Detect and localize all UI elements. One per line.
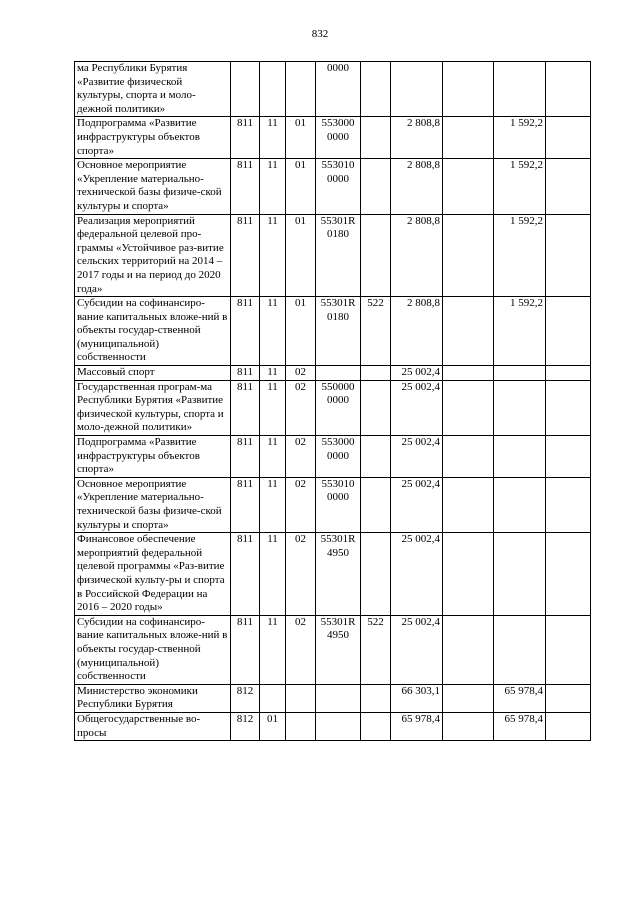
table-row bbox=[75, 712, 591, 740]
cell-amount-2 bbox=[443, 159, 494, 214]
cell-expense-type-code bbox=[361, 712, 391, 740]
cell-name: Финансовое обеспечение мероприятий федеральной целевой программы «Раз-витие физической культу-ры и спорта в Российской Федерации на 2016 – 2020 годы» bbox=[75, 533, 231, 616]
cell-subsection-code bbox=[286, 684, 316, 712]
cell-name: Субсидии на софинансиро-вание капитальных вложе-ний в объекты государ-ственной (муниципальной) собственности bbox=[75, 615, 231, 684]
cell-expense-type-code bbox=[361, 159, 391, 214]
cell-name: Субсидии на софинансиро-вание капитальных вложе-ний в объекты государ-ственной (муниципальной) собственности bbox=[75, 297, 231, 366]
cell-amount-1: 66 303,1 bbox=[391, 684, 443, 712]
cell-name: Подпрограмма «Развитие инфраструктуры объектов спорта» bbox=[75, 436, 231, 478]
cell-subsection-code: 02 bbox=[286, 477, 316, 532]
cell-amount-2 bbox=[443, 684, 494, 712]
cell-grbs-code: 811 bbox=[231, 477, 260, 532]
cell-expense-type-code bbox=[361, 380, 391, 435]
cell-subsection-code: 02 bbox=[286, 615, 316, 684]
budget-table bbox=[74, 61, 591, 741]
cell-amount-4 bbox=[546, 214, 591, 297]
table-body bbox=[75, 62, 591, 741]
cell-section-code: 11 bbox=[260, 533, 286, 616]
cell-amount-2 bbox=[443, 712, 494, 740]
cell-grbs-code: 811 bbox=[231, 366, 260, 381]
cell-amount-2 bbox=[443, 62, 494, 117]
cell-expense-type-code: 522 bbox=[361, 297, 391, 366]
cell-amount-1: 25 002,4 bbox=[391, 615, 443, 684]
cell-amount-2 bbox=[443, 366, 494, 381]
cell-amount-2 bbox=[443, 533, 494, 616]
table-row bbox=[75, 615, 591, 684]
cell-amount-4 bbox=[546, 62, 591, 117]
cell-section-code: 11 bbox=[260, 297, 286, 366]
cell-section-code: 11 bbox=[260, 366, 286, 381]
cell-amount-3: 1 592,2 bbox=[494, 159, 546, 214]
cell-amount-4 bbox=[546, 477, 591, 532]
table-row bbox=[75, 297, 591, 366]
cell-section-code: 11 bbox=[260, 117, 286, 159]
cell-name: Реализация мероприятий федеральной целевой про-граммы «Устойчивое раз-витие сельских территорий на 2014 – 2017 годы и на период до 2020 года» bbox=[75, 214, 231, 297]
table-row bbox=[75, 684, 591, 712]
cell-subsection-code: 01 bbox=[286, 214, 316, 297]
cell-name: Министерство экономики Республики Бурятия bbox=[75, 684, 231, 712]
cell-amount-3 bbox=[494, 615, 546, 684]
cell-grbs-code: 811 bbox=[231, 214, 260, 297]
cell-amount-2 bbox=[443, 214, 494, 297]
cell-amount-3: 1 592,2 bbox=[494, 117, 546, 159]
cell-amount-3: 65 978,4 bbox=[494, 712, 546, 740]
table-row bbox=[75, 159, 591, 214]
cell-amount-4 bbox=[546, 712, 591, 740]
cell-target-article-code bbox=[316, 366, 361, 381]
cell-amount-4 bbox=[546, 684, 591, 712]
cell-amount-1: 2 808,8 bbox=[391, 214, 443, 297]
cell-target-article-code: 553000 0000 bbox=[316, 117, 361, 159]
table-row bbox=[75, 117, 591, 159]
cell-amount-3 bbox=[494, 62, 546, 117]
cell-expense-type-code bbox=[361, 684, 391, 712]
page-number: 832 bbox=[311, 28, 329, 40]
cell-target-article-code: 55301R 0180 bbox=[316, 214, 361, 297]
cell-amount-2 bbox=[443, 297, 494, 366]
cell-grbs-code: 812 bbox=[231, 712, 260, 740]
cell-amount-3 bbox=[494, 436, 546, 478]
cell-amount-2 bbox=[443, 477, 494, 532]
cell-grbs-code: 811 bbox=[231, 117, 260, 159]
cell-grbs-code: 811 bbox=[231, 159, 260, 214]
cell-subsection-code: 01 bbox=[286, 159, 316, 214]
cell-target-article-code bbox=[316, 712, 361, 740]
cell-amount-2 bbox=[443, 117, 494, 159]
table-row bbox=[75, 366, 591, 381]
table-row bbox=[75, 62, 591, 117]
cell-subsection-code: 02 bbox=[286, 533, 316, 616]
cell-amount-3: 65 978,4 bbox=[494, 684, 546, 712]
cell-amount-1: 2 808,8 bbox=[391, 117, 443, 159]
cell-name: Массовый спорт bbox=[75, 366, 231, 381]
cell-amount-4 bbox=[546, 615, 591, 684]
cell-expense-type-code bbox=[361, 533, 391, 616]
cell-target-article-code bbox=[316, 684, 361, 712]
cell-amount-2 bbox=[443, 380, 494, 435]
cell-target-article-code: 55301R 4950 bbox=[316, 533, 361, 616]
cell-expense-type-code bbox=[361, 62, 391, 117]
cell-section-code: 11 bbox=[260, 159, 286, 214]
cell-amount-1: 25 002,4 bbox=[391, 533, 443, 616]
cell-amount-3: 1 592,2 bbox=[494, 297, 546, 366]
cell-target-article-code: 550000 0000 bbox=[316, 380, 361, 435]
cell-amount-1: 25 002,4 bbox=[391, 380, 443, 435]
cell-subsection-code: 02 bbox=[286, 436, 316, 478]
cell-expense-type-code bbox=[361, 436, 391, 478]
cell-target-article-code: 55301R 0180 bbox=[316, 297, 361, 366]
cell-target-article-code: 553010 0000 bbox=[316, 477, 361, 532]
cell-amount-3: 1 592,2 bbox=[494, 214, 546, 297]
cell-amount-3 bbox=[494, 366, 546, 381]
cell-amount-4 bbox=[546, 366, 591, 381]
cell-name: Общегосударственные во-просы bbox=[75, 712, 231, 740]
cell-subsection-code bbox=[286, 62, 316, 117]
cell-section-code: 11 bbox=[260, 615, 286, 684]
cell-amount-4 bbox=[546, 533, 591, 616]
table-row bbox=[75, 533, 591, 616]
cell-amount-4 bbox=[546, 297, 591, 366]
cell-grbs-code: 811 bbox=[231, 380, 260, 435]
cell-subsection-code: 01 bbox=[286, 117, 316, 159]
cell-subsection-code: 02 bbox=[286, 366, 316, 381]
cell-grbs-code: 811 bbox=[231, 615, 260, 684]
cell-section-code: 11 bbox=[260, 436, 286, 478]
cell-grbs-code: 811 bbox=[231, 436, 260, 478]
cell-section-code: 11 bbox=[260, 380, 286, 435]
cell-grbs-code: 811 bbox=[231, 533, 260, 616]
cell-expense-type-code bbox=[361, 117, 391, 159]
cell-amount-4 bbox=[546, 380, 591, 435]
cell-name: Подпрограмма «Развитие инфраструктуры объектов спорта» bbox=[75, 117, 231, 159]
table-row bbox=[75, 477, 591, 532]
cell-expense-type-code bbox=[361, 477, 391, 532]
cell-amount-4 bbox=[546, 117, 591, 159]
cell-amount-3 bbox=[494, 477, 546, 532]
cell-target-article-code: 553010 0000 bbox=[316, 159, 361, 214]
cell-grbs-code bbox=[231, 62, 260, 117]
cell-amount-4 bbox=[546, 159, 591, 214]
cell-amount-3 bbox=[494, 533, 546, 616]
cell-section-code: 01 bbox=[260, 712, 286, 740]
cell-name: Основное мероприятие «Укрепление материально-технической базы физиче-ской культуры и спорта» bbox=[75, 159, 231, 214]
cell-grbs-code: 811 bbox=[231, 297, 260, 366]
cell-amount-1 bbox=[391, 62, 443, 117]
cell-target-article-code: 0000 bbox=[316, 62, 361, 117]
cell-expense-type-code bbox=[361, 214, 391, 297]
cell-amount-2 bbox=[443, 436, 494, 478]
cell-section-code: 11 bbox=[260, 214, 286, 297]
cell-amount-1: 25 002,4 bbox=[391, 366, 443, 381]
cell-expense-type-code: 522 bbox=[361, 615, 391, 684]
cell-amount-2 bbox=[443, 615, 494, 684]
cell-amount-1: 65 978,4 bbox=[391, 712, 443, 740]
cell-name: Государственная програм-ма Республики Бурятия «Развитие физической культуры, спорта и моло-дежной политики» bbox=[75, 380, 231, 435]
cell-amount-1: 2 808,8 bbox=[391, 159, 443, 214]
cell-amount-1: 2 808,8 bbox=[391, 297, 443, 366]
cell-amount-3 bbox=[494, 380, 546, 435]
cell-target-article-code: 553000 0000 bbox=[316, 436, 361, 478]
cell-grbs-code: 812 bbox=[231, 684, 260, 712]
cell-subsection-code: 01 bbox=[286, 297, 316, 366]
cell-amount-4 bbox=[546, 436, 591, 478]
cell-subsection-code bbox=[286, 712, 316, 740]
cell-target-article-code: 55301R 4950 bbox=[316, 615, 361, 684]
cell-section-code bbox=[260, 684, 286, 712]
table-row bbox=[75, 214, 591, 297]
cell-amount-1: 25 002,4 bbox=[391, 436, 443, 478]
cell-expense-type-code bbox=[361, 366, 391, 381]
cell-name: ма Республики Бурятия «Развитие физической культуры, спорта и моло-дежной политики» bbox=[75, 62, 231, 117]
table-row bbox=[75, 436, 591, 478]
table-row bbox=[75, 380, 591, 435]
cell-section-code: 11 bbox=[260, 477, 286, 532]
cell-subsection-code: 02 bbox=[286, 380, 316, 435]
cell-section-code bbox=[260, 62, 286, 117]
cell-amount-1: 25 002,4 bbox=[391, 477, 443, 532]
cell-name: Основное мероприятие «Укрепление материально-технической базы физиче-ской культуры и спорта» bbox=[75, 477, 231, 532]
